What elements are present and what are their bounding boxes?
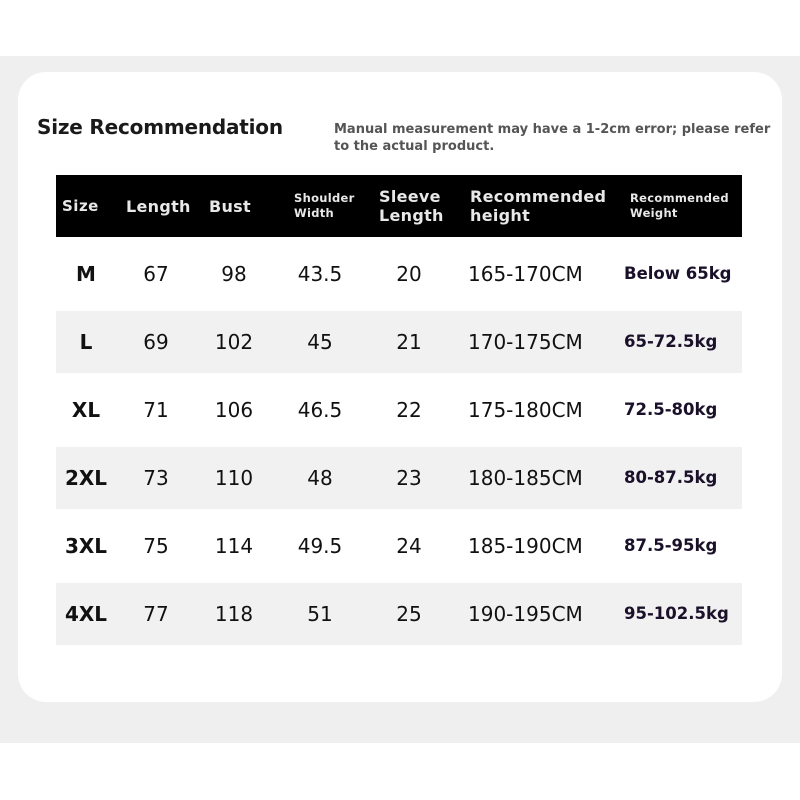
page-title: Size Recommendation [37,115,283,139]
header-shoulder-line1: Shoulder [294,191,355,205]
bust-cell: 118 [214,602,254,626]
sleeve-cell: 21 [396,330,422,354]
header-height [470,175,606,237]
header-length [126,175,191,237]
shoulder-cell: 51 [307,602,333,626]
length-cell: 67 [143,262,169,286]
header-height-line2: height [470,206,531,225]
header-sleeve-line2: Length [379,206,444,225]
height-cell: 185-190CM [468,534,583,558]
header-sleeve [379,175,444,237]
sleeve-cell: 23 [396,466,422,490]
sleeve-cell: 22 [396,398,422,422]
weight-cell: 72.5-80kg [624,400,718,419]
weight-cell: Below 65kg [624,264,732,283]
header-weight [630,175,729,237]
size-cell: L [79,330,93,354]
size-cell: 3XL [64,534,108,558]
header-weight-line1: Recommended [630,191,729,205]
shoulder-cell: 49.5 [297,534,343,558]
table-row [56,311,742,373]
header-sleeve-line1: Sleeve [379,187,441,206]
weight-cell: 87.5-95kg [624,536,718,555]
bust-cell: 106 [214,398,254,422]
length-cell: 77 [143,602,169,626]
header-shoulder-line2: Width [294,206,335,220]
header-shoulder [294,175,355,237]
table-row [56,583,742,645]
height-cell: 170-175CM [468,330,583,354]
size-cell: XL [71,398,101,422]
measurement-note: Manual measurement may have a 1-2cm error; please refer to the actual product. [334,122,771,154]
size-cell: 2XL [64,466,108,490]
height-cell: 190-195CM [468,602,583,626]
height-cell: 180-185CM [468,466,583,490]
table-row [56,515,742,577]
bust-cell: 114 [214,534,254,558]
table-header [56,175,742,237]
table-row [56,447,742,509]
header-weight-line2: Weight [630,206,678,220]
length-cell: 75 [143,534,169,558]
table-row [56,243,742,305]
header-bust [209,175,251,237]
header-height-line1: Recommended [470,187,607,206]
sleeve-cell: 25 [396,602,422,626]
weight-cell: 80-87.5kg [624,468,718,487]
shoulder-cell: 43.5 [297,262,343,286]
header-bust-label: Bust [209,196,251,216]
header-size [62,175,99,237]
height-cell: 175-180CM [468,398,583,422]
size-cell: M [76,262,96,286]
weight-cell: 95-102.5kg [624,604,729,623]
sleeve-cell: 20 [396,262,422,286]
table-row [56,379,742,441]
size-cell: 4XL [64,602,108,626]
bust-cell: 102 [214,330,254,354]
size-table [56,175,742,645]
bust-cell: 98 [221,262,247,286]
length-cell: 73 [143,466,169,490]
shoulder-cell: 48 [307,466,333,490]
bust-cell: 110 [214,466,254,490]
header-length-label: Length [126,196,191,216]
height-cell: 165-170CM [468,262,583,286]
shoulder-cell: 46.5 [297,398,343,422]
sleeve-cell: 24 [396,534,422,558]
length-cell: 69 [143,330,169,354]
shoulder-cell: 45 [307,330,333,354]
weight-cell: 65-72.5kg [624,332,718,351]
length-cell: 71 [143,398,169,422]
header-size-label: Size [62,196,99,215]
